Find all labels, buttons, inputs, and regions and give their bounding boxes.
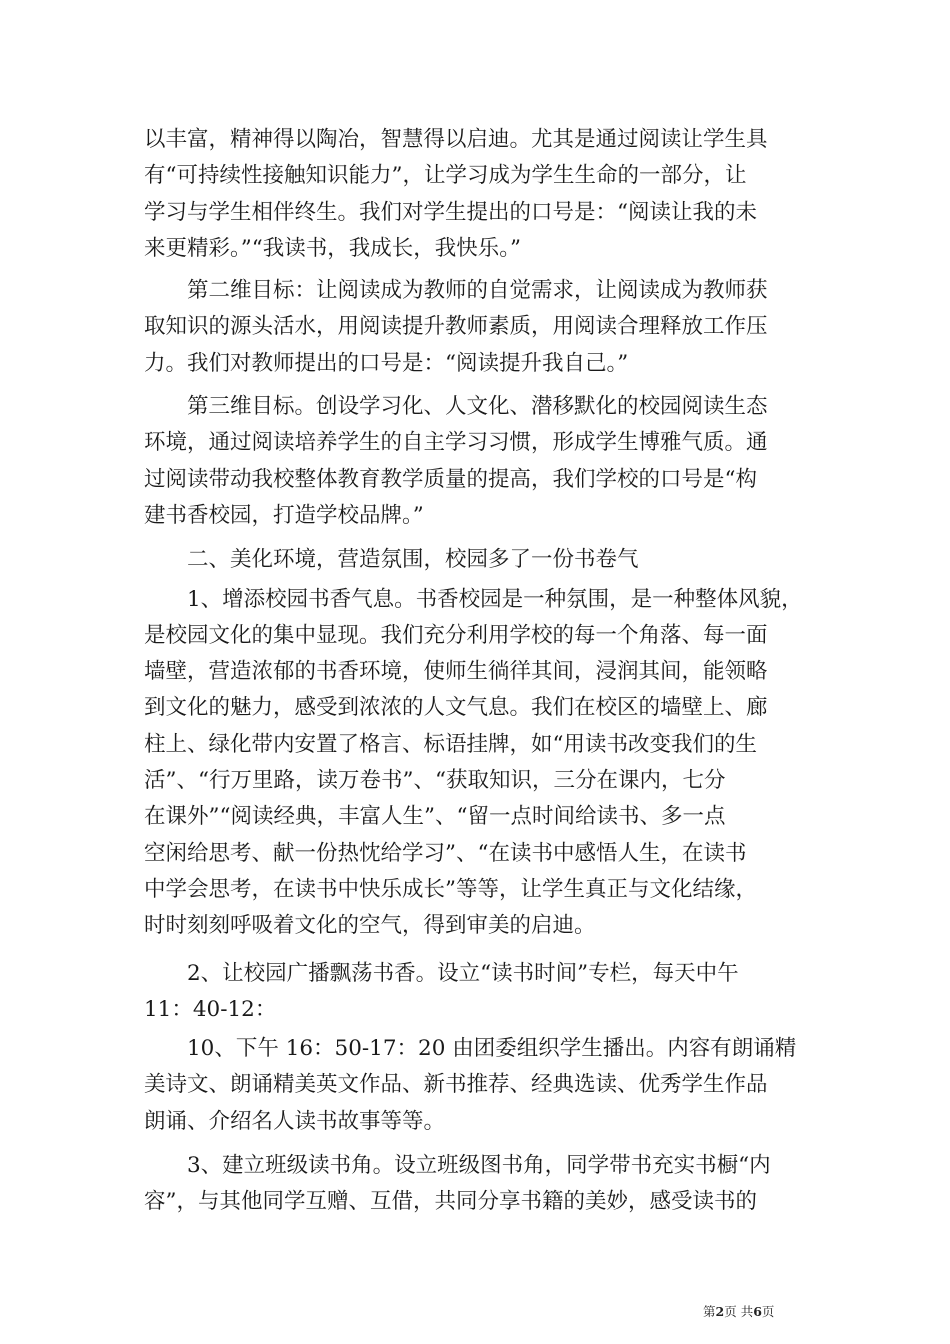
text-line: 以丰富，精神得以陶冶，智慧得以启迪。尤其是通过阅读让学生具 bbox=[144, 127, 768, 152]
text-line: 学习与学生相伴终生。我们对学生提出的口号是：“阅读让我的未 bbox=[144, 199, 757, 225]
text-line: 环境，通过阅读培养学生的自主学习习惯，形成学生博雅气质。通 bbox=[144, 430, 768, 456]
text-line: 有“可持续性接触知识能力”，让学习成为学生生命的一部分，让 bbox=[144, 163, 747, 189]
text-line: 11：40-12： bbox=[144, 996, 277, 1022]
text-line: 到文化的魅力，感受到浓浓的人文气息。我们在校区的墙壁上、廊 bbox=[144, 695, 768, 721]
text-line: 活”、“行万里路，读万卷书”、“获取知识，三分在课内，七分 bbox=[144, 768, 726, 794]
text-line: 二、美化环境，营造氛围，校园多了一份书卷气 bbox=[187, 547, 639, 573]
text-line: 建书香校园，打造学校品牌。” bbox=[144, 502, 424, 528]
text-line: 是校园文化的集中显现。我们充分利用学校的每一个角落、每一面 bbox=[144, 622, 768, 648]
text-line: 时时刻刻呼吸着文化的空气，得到审美的启迪。 bbox=[144, 913, 596, 939]
page-footer bbox=[703, 1302, 774, 1320]
total-pages-number: 6 bbox=[753, 1304, 762, 1319]
text-line: 空闲给思考、献一份热忱给学习”、“在读书中感悟人生，在读书 bbox=[144, 840, 747, 866]
paragraph-spacer bbox=[144, 1140, 810, 1148]
footer-prefix: 第 bbox=[703, 1304, 716, 1319]
text-line: 第三维目标。创设学习化、人文化、潜移默化的校园阅读生态 bbox=[187, 394, 768, 420]
paragraph-spacer bbox=[144, 534, 810, 542]
text-line: 美诗文、朗诵精美英文作品、新书推荐、经典选读、优秀学生作品 bbox=[144, 1072, 768, 1098]
text-line: 3、建立班级读书角。设立班级图书角，同学带书充实书橱“内 bbox=[187, 1153, 771, 1179]
text-line: 柱上、绿化带内安置了格言、标语挂牌，如“用读书改变我们的生 bbox=[144, 731, 757, 757]
text-line: 中学会思考，在读书中快乐成长”等等，让学生真正与文化结缘， bbox=[144, 876, 757, 902]
text-line: 10、下午 16：50-17：20 由团委组织学生播出。内容有朗诵精 bbox=[187, 1036, 797, 1062]
footer-suffix: 页 bbox=[761, 1304, 775, 1319]
text-line: 墙壁，营造浓郁的书香环境，使师生徜徉其间，浸润其间，能领略 bbox=[144, 659, 768, 685]
document-body bbox=[144, 122, 810, 1221]
footer-middle: 页 共 bbox=[724, 1304, 754, 1319]
text-line: 第二维目标：让阅读成为教师的自觉需求，让阅读成为教师获 bbox=[187, 278, 768, 304]
paragraph-spacer bbox=[144, 945, 810, 956]
paragraph-spacer bbox=[144, 382, 810, 389]
text-line: 2、让校园广播飘荡书香。设立“读书时间”专栏，每天中午 bbox=[187, 960, 739, 986]
text-line: 来更精彩。”“我读书，我成长，我快乐。” bbox=[144, 235, 521, 261]
text-line: 过阅读带动我校整体教育教学质量的提高，我们学校的口号是“构 bbox=[144, 466, 757, 492]
text-line: 取知识的源头活水，用阅读提升教师素质，用阅读合理释放工作压 bbox=[144, 314, 768, 340]
text-line: 朗诵、介绍名人读书故事等等。 bbox=[144, 1108, 446, 1134]
text-line: 容”，与其他同学互赠、互借，共同分享书籍的美妙，感受读书的 bbox=[144, 1189, 757, 1215]
current-page-number: 2 bbox=[715, 1304, 725, 1319]
text-line: 在课外”“阅读经典，丰富人生”、“留一点时间给读书、多一点 bbox=[144, 804, 726, 830]
text-line: 力。我们对教师提出的口号是：“阅读提升我自己。” bbox=[144, 350, 629, 376]
text-line: 1、增添校园书香气息。书香校园是一种氛围，是一种整体风貌， bbox=[187, 586, 803, 612]
